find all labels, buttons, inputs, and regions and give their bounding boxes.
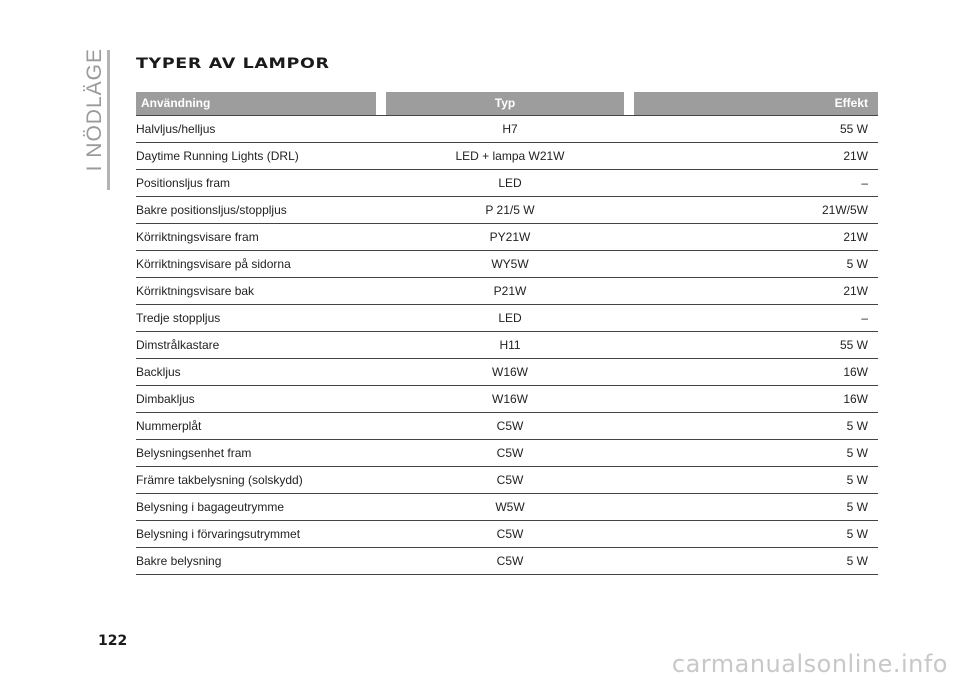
cell-type: P21W: [493, 284, 527, 298]
cell-type: LED + lampa W21W: [455, 149, 565, 163]
cell-type: W5W: [495, 500, 525, 514]
table-row: [136, 305, 878, 332]
table-row: [136, 494, 878, 521]
cell-type: C5W: [496, 446, 524, 460]
cell-type: LED: [498, 311, 522, 325]
cell-type: H11: [499, 338, 521, 352]
section-tab: [83, 48, 107, 198]
cell-type: LED: [498, 176, 522, 190]
table-header: [136, 92, 878, 115]
table-row: [136, 359, 878, 386]
table-row: [136, 278, 878, 305]
cell-type: W16W: [492, 365, 528, 379]
cell-type: WY5W: [491, 257, 529, 271]
cell-power: 16W: [843, 365, 868, 379]
cell-type: C5W: [496, 554, 524, 568]
cell-usage: Positionsljus fram: [136, 176, 231, 190]
cell-power: 55 W: [839, 338, 868, 352]
cell-power: 5 W: [846, 257, 868, 271]
cell-power: 5 W: [846, 554, 868, 568]
page-number: 122: [98, 633, 128, 649]
cell-usage: Bakre belysning: [136, 554, 222, 568]
cell-power: 21W/5W: [821, 203, 868, 217]
table-row: [136, 467, 878, 494]
cell-type: C5W: [496, 419, 524, 433]
cell-power: 16W: [843, 392, 868, 406]
cell-power: 21W: [843, 149, 868, 163]
header-power: Effekt: [634, 92, 878, 115]
cell-usage: Körriktningsvisare på sidorna: [136, 257, 291, 271]
header-type: Typ: [386, 92, 624, 115]
cell-type: P 21/5 W: [485, 203, 535, 217]
table-row: [136, 170, 878, 197]
cell-usage: Körriktningsvisare fram: [136, 230, 259, 244]
cell-usage: Belysning i bagageutrymme: [136, 500, 285, 514]
cell-power: 5 W: [846, 527, 868, 541]
table-row: [136, 143, 878, 170]
page-title: TYPER AV LAMPOR: [136, 56, 330, 72]
cell-usage: Nummerplåt: [136, 419, 202, 433]
cell-type: C5W: [496, 473, 524, 487]
table-body: [136, 115, 878, 575]
cell-power: –: [861, 311, 868, 325]
cell-power: 21W: [843, 230, 868, 244]
cell-usage: Belysningsenhet fram: [136, 446, 252, 460]
cell-type: PY21W: [489, 230, 531, 244]
table-row: [136, 251, 878, 278]
cell-power: 5 W: [846, 473, 868, 487]
cell-usage: Backljus: [136, 365, 181, 379]
cell-usage: Främre takbelysning (solskydd): [136, 473, 303, 487]
watermark: carmanualsonline.info: [671, 650, 948, 678]
cell-type: W16W: [492, 392, 528, 406]
section-tab-label: I NÖDLÄGE: [83, 48, 106, 172]
cell-usage: Körriktningsvisare bak: [136, 284, 255, 298]
cell-usage: Halvljus/helljus: [136, 122, 216, 136]
table-row: [136, 413, 878, 440]
cell-type: H7: [502, 122, 518, 136]
table-row: [136, 197, 878, 224]
table-row: [136, 440, 878, 467]
cell-power: 5 W: [846, 419, 868, 433]
table-row: [136, 115, 878, 143]
lamp-types-table: [136, 92, 878, 575]
table-row: [136, 521, 878, 548]
cell-power: 5 W: [846, 500, 868, 514]
cell-power: 55 W: [839, 122, 868, 136]
table-row: [136, 332, 878, 359]
table-row: [136, 224, 878, 251]
section-tab-bar: [107, 50, 110, 190]
cell-type: C5W: [496, 527, 524, 541]
cell-usage: Daytime Running Lights (DRL): [136, 149, 299, 163]
cell-usage: Tredje stoppljus: [136, 311, 221, 325]
cell-usage: Dimbakljus: [136, 392, 195, 406]
cell-usage: Belysning i förvaringsutrymmet: [136, 527, 301, 541]
cell-usage: Dimstrålkastare: [136, 338, 220, 352]
header-usage: Användning: [136, 92, 376, 115]
cell-usage: Bakre positionsljus/stoppljus: [136, 203, 287, 217]
cell-power: 5 W: [846, 446, 868, 460]
cell-power: –: [861, 176, 868, 190]
table-row: [136, 386, 878, 413]
cell-power: 21W: [843, 284, 868, 298]
table-row: [136, 548, 878, 575]
